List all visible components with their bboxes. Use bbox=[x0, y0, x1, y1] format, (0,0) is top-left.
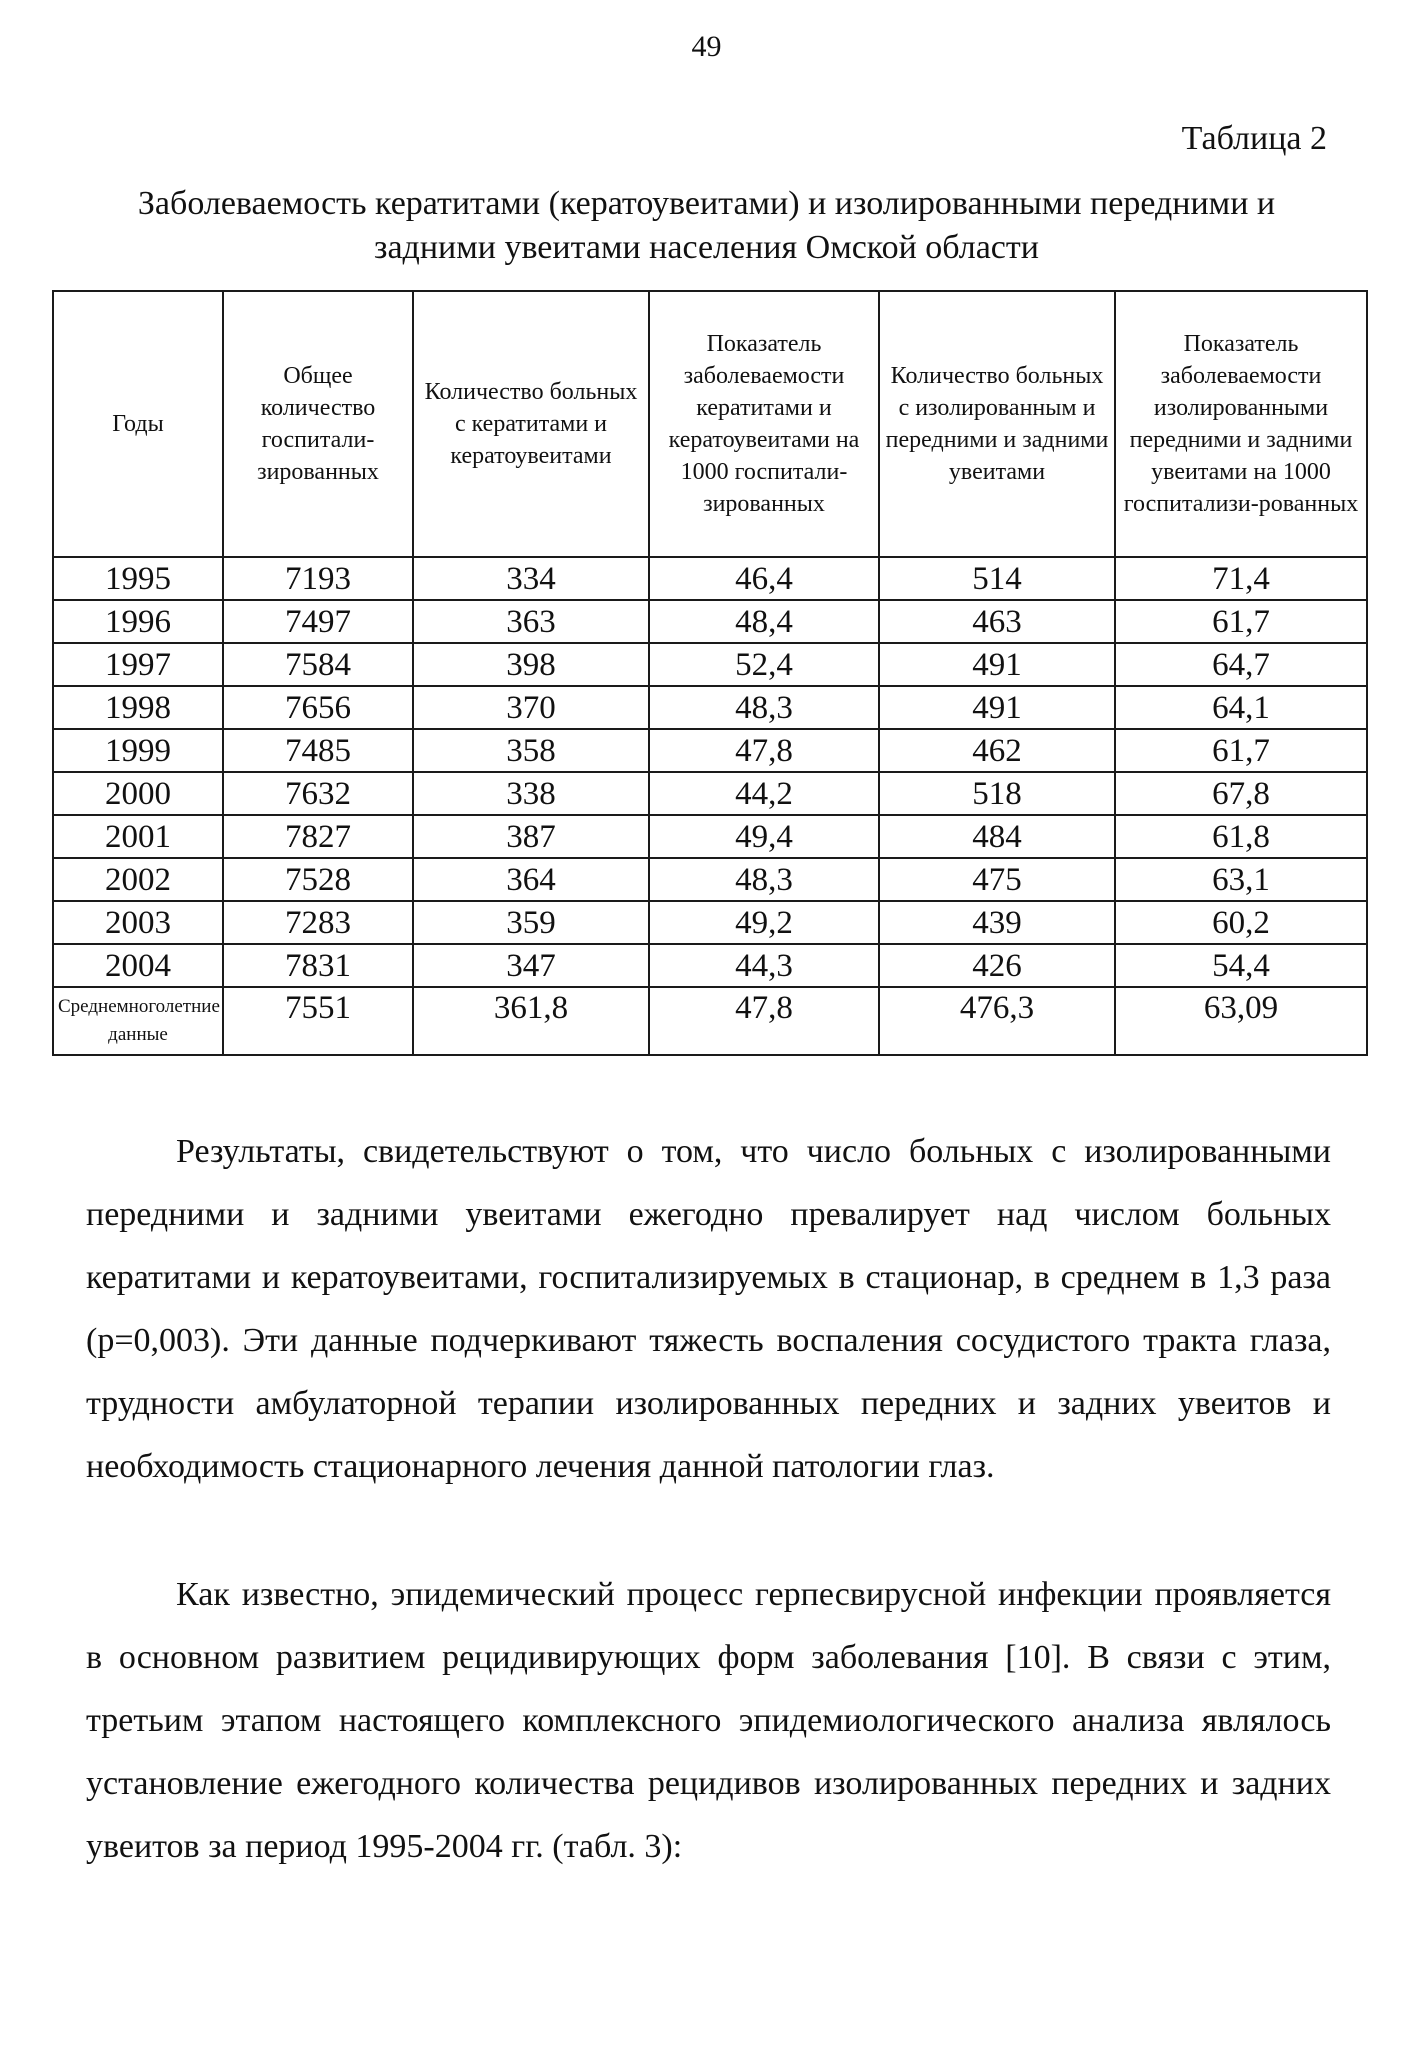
cell-keratitis-count: 364 bbox=[413, 858, 649, 901]
cell-keratitis-rate: 44,3 bbox=[649, 944, 879, 987]
cell-year: 1997 bbox=[53, 643, 223, 686]
table-row bbox=[53, 944, 1367, 987]
cell-uveitis-rate: 61,8 bbox=[1115, 815, 1367, 858]
cell-keratitis-rate: 48,3 bbox=[649, 858, 879, 901]
table-row bbox=[53, 686, 1367, 729]
cell-average-total: 7551 bbox=[223, 987, 413, 1055]
header-keratitis-count: Количество больных с кератитами и кератоувеитами bbox=[413, 291, 649, 557]
header-years: Годы bbox=[53, 291, 223, 557]
page-number: 49 bbox=[691, 30, 722, 63]
cell-total: 7831 bbox=[223, 944, 413, 987]
cell-uveitis-count: 462 bbox=[879, 729, 1115, 772]
header-uveitis-rate: Показатель заболеваемости изолированными передними и задними увеитами на 1000 госпитализи-рованных bbox=[1115, 291, 1367, 557]
cell-year: 2002 bbox=[53, 858, 223, 901]
cell-year: 2000 bbox=[53, 772, 223, 815]
cell-keratitis-count: 387 bbox=[413, 815, 649, 858]
cell-keratitis-count: 334 bbox=[413, 557, 649, 600]
cell-uveitis-count: 484 bbox=[879, 815, 1115, 858]
cell-uveitis-count: 514 bbox=[879, 557, 1115, 600]
cell-year: 1999 bbox=[53, 729, 223, 772]
table-row bbox=[53, 643, 1367, 686]
table-row bbox=[53, 815, 1367, 858]
header-uveitis-count: Количество больных с изолированным и передними и задними увеитами bbox=[879, 291, 1115, 557]
cell-uveitis-count: 439 bbox=[879, 901, 1115, 944]
cell-keratitis-count: 359 bbox=[413, 901, 649, 944]
table-row bbox=[53, 729, 1367, 772]
cell-keratitis-count: 398 bbox=[413, 643, 649, 686]
table-title-line-1: Заболеваемость кератитами (кератоувеитами) и изолированными передними и bbox=[137, 185, 1276, 222]
cell-uveitis-rate: 61,7 bbox=[1115, 729, 1367, 772]
cell-year: 1995 bbox=[53, 557, 223, 600]
cell-keratitis-count: 338 bbox=[413, 772, 649, 815]
table-average-row bbox=[53, 987, 1367, 1055]
cell-keratitis-count: 347 bbox=[413, 944, 649, 987]
cell-uveitis-count: 475 bbox=[879, 858, 1115, 901]
cell-total: 7584 bbox=[223, 643, 413, 686]
cell-uveitis-rate: 61,7 bbox=[1115, 600, 1367, 643]
cell-total: 7193 bbox=[223, 557, 413, 600]
cell-uveitis-count: 463 bbox=[879, 600, 1115, 643]
cell-keratitis-rate: 44,2 bbox=[649, 772, 879, 815]
cell-uveitis-count: 426 bbox=[879, 944, 1115, 987]
cell-uveitis-rate: 63,1 bbox=[1115, 858, 1367, 901]
table-row bbox=[53, 557, 1367, 600]
incidence-table bbox=[52, 290, 1368, 1056]
cell-total: 7528 bbox=[223, 858, 413, 901]
cell-total: 7632 bbox=[223, 772, 413, 815]
cell-keratitis-count: 363 bbox=[413, 600, 649, 643]
cell-average-keratitis-count: 361,8 bbox=[413, 987, 649, 1055]
paragraph-epidemic-process: Как известно, эпидемический процесс герпесвирусной инфекции проявляется в основном развитием рецидивирующих форм заболевания [10]. В связи с этим, третьим этапом настоящего комплексного эпидемиологического анализа являлось установление ежегодного количества рецидивов изолированных передних и задних увеитов за период 1995-2004 гг. (табл. 3): bbox=[86, 1576, 1331, 1865]
table-row bbox=[53, 901, 1367, 944]
cell-uveitis-rate: 64,1 bbox=[1115, 686, 1367, 729]
paragraph-results: Результаты, свидетельствуют о том, что число больных с изолированными передними и задними увеитами ежегодно превалирует над числом больных кератитами и кератоувеитами, госпитализируемых в стационар, в среднем в 1,3 раза (p=0,003). Эти данные подчеркивают тяжесть воспаления сосудистого тракта глаза, трудности амбулаторной терапии изолированных передних и задних увеитов и необходимость стационарного лечения данной патологии глаз. bbox=[86, 1133, 1331, 1485]
cell-year: 1998 bbox=[53, 686, 223, 729]
cell-keratitis-rate: 48,3 bbox=[649, 686, 879, 729]
cell-year: 2003 bbox=[53, 901, 223, 944]
table-title bbox=[60, 182, 1353, 270]
cell-year: 1996 bbox=[53, 600, 223, 643]
cell-year: 2001 bbox=[53, 815, 223, 858]
cell-uveitis-count: 491 bbox=[879, 643, 1115, 686]
table-row bbox=[53, 772, 1367, 815]
table-row bbox=[53, 858, 1367, 901]
cell-year: 2004 bbox=[53, 944, 223, 987]
cell-uveitis-rate: 67,8 bbox=[1115, 772, 1367, 815]
table-header-row bbox=[53, 291, 1367, 557]
cell-total: 7497 bbox=[223, 600, 413, 643]
table-row bbox=[53, 600, 1367, 643]
cell-uveitis-rate: 60,2 bbox=[1115, 901, 1367, 944]
table-title-line-2: задними увеитами населения Омской области bbox=[374, 229, 1039, 266]
cell-total: 7283 bbox=[223, 901, 413, 944]
cell-total: 7485 bbox=[223, 729, 413, 772]
cell-uveitis-rate: 71,4 bbox=[1115, 557, 1367, 600]
cell-keratitis-rate: 49,2 bbox=[649, 901, 879, 944]
cell-uveitis-rate: 64,7 bbox=[1115, 643, 1367, 686]
cell-keratitis-rate: 52,4 bbox=[649, 643, 879, 686]
cell-keratitis-rate: 46,4 bbox=[649, 557, 879, 600]
table-label: Таблица 2 bbox=[1181, 120, 1327, 157]
cell-average-uveitis-count: 476,3 bbox=[879, 987, 1115, 1055]
cell-average-uveitis-rate: 63,09 bbox=[1115, 987, 1367, 1055]
cell-keratitis-rate: 48,4 bbox=[649, 600, 879, 643]
cell-total: 7656 bbox=[223, 686, 413, 729]
cell-uveitis-rate: 54,4 bbox=[1115, 944, 1367, 987]
cell-keratitis-count: 370 bbox=[413, 686, 649, 729]
header-keratitis-rate: Показатель заболеваемости кератитами и кератоувеитами на 1000 госпитали-зированных bbox=[649, 291, 879, 557]
cell-keratitis-count: 358 bbox=[413, 729, 649, 772]
cell-uveitis-count: 518 bbox=[879, 772, 1115, 815]
cell-uveitis-count: 491 bbox=[879, 686, 1115, 729]
cell-keratitis-rate: 49,4 bbox=[649, 815, 879, 858]
cell-average-keratitis-rate: 47,8 bbox=[649, 987, 879, 1055]
cell-average-label: Среднемноголетние данные bbox=[53, 987, 223, 1055]
header-total-hospitalized: Общее количество госпитали-зированных bbox=[223, 291, 413, 557]
cell-keratitis-rate: 47,8 bbox=[649, 729, 879, 772]
cell-total: 7827 bbox=[223, 815, 413, 858]
